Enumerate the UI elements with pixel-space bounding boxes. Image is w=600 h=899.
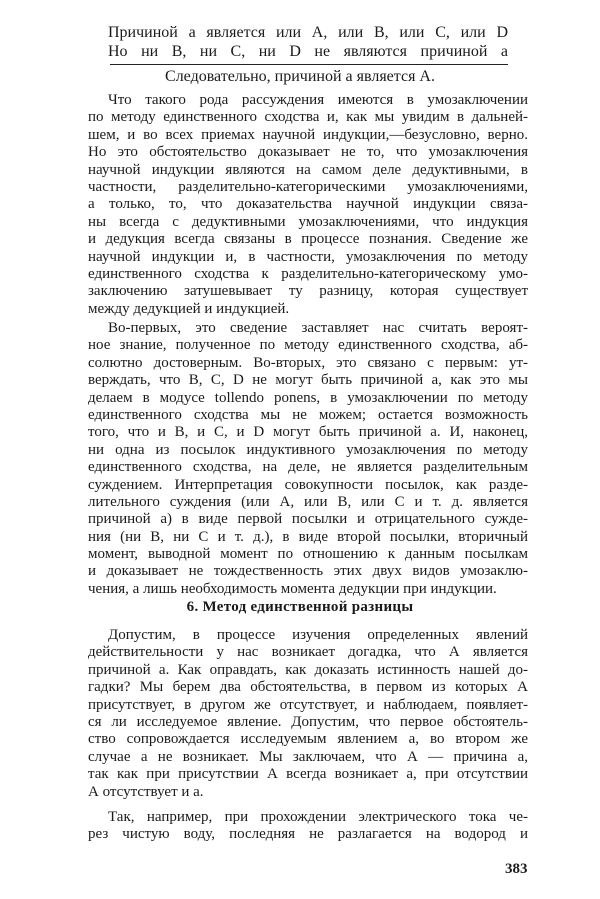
text-line: того, что и В, и С, и D могут быть причиной а. И, наконец,	[88, 424, 528, 441]
text-line: ны всегда с дедуктивными умозаключениями, что индукция	[88, 213, 528, 230]
text-line: научной индукции и, в частности, умозаключения по методу	[88, 248, 528, 265]
text-line: между дедукцией и индукцией.	[88, 300, 290, 317]
text-line: гадки? Мы берем два обстоятельства, в первом из которых А	[88, 679, 528, 696]
text-line: Во-первых, это сведение заставляет нас считать вероят-	[108, 320, 528, 336]
syllogism-conclusion: Следовательно, причиной а является А.	[165, 68, 435, 85]
text-line: суждением. Интерпретация совокупности посылок, как разде-	[88, 476, 528, 493]
text-line: и дедукция всегда связаны в процессе познания. Сведение же	[88, 231, 528, 248]
text-line: частности, разделительно-категорическими умозаключениями,	[88, 178, 528, 195]
syllogism-rule-line	[110, 64, 508, 65]
text-line: причиной а. Как оправдать, как доказать истинность нашей до-	[88, 661, 528, 678]
text-line: единственного сходства мы не можем; остается возможность	[88, 406, 528, 423]
paragraph-4	[88, 809, 528, 844]
text-line: случае а не возникает. Мы заключаем, что А — причина а,	[88, 748, 528, 765]
text-line: момент, выводной момент по отношению к данным посылкам	[88, 546, 528, 563]
text-line: действительности у нас возникает догадка, что А является	[88, 644, 528, 661]
premise-minor: Но ни В, ни С, ни D не являются причиной а	[108, 43, 508, 60]
text-line: солютно достоверным. Во-вторых, это связано с первым: ут-	[88, 354, 528, 371]
page-number: 383	[505, 861, 528, 877]
text-line: ное знание, полученное по методу единственного сходства, аб-	[88, 337, 528, 354]
text-line: лительного суждения (или А, или В, или С и т. д. является	[88, 493, 528, 510]
text-line: и доказывает не тождественность этих двух видов умозаклю-	[88, 563, 528, 580]
text-line: Что такого рода рассуждения имеются в умозаключении	[108, 92, 528, 108]
text-line: ство сопровождается исследуемым явлением а, во втором же	[88, 731, 528, 748]
text-line: по методу единственного сходства и, как мы увидим в дальней-	[88, 109, 528, 126]
text-line: заключению затушевывает ту разницу, которая существует	[88, 283, 528, 300]
text-line: ся ли исследуемое явление. Допустим, что первое обстоятель-	[88, 713, 528, 730]
text-line: так как при присутствии А всегда возникает а, при отсутствии	[88, 766, 528, 783]
text-line: причиной а) в виде первой посылки и отрицательного сужде-	[88, 511, 528, 528]
text-line: единственного сходства, на деле, не является разделительным	[88, 459, 528, 476]
premise-major: Причиной а является или А, или В, или С, или D	[108, 24, 508, 41]
text-line: Так, например, при прохождении электрического тока че-	[108, 809, 528, 825]
paragraph-3	[88, 627, 528, 801]
text-line: рез чистую воду, последняя не разлагается на водород и	[88, 826, 528, 843]
text-line: Но это обстоятельство доказывает не то, что умозаключения	[88, 144, 528, 161]
text-line: ния (ни В, ни С и т. д.), в виде второй посылки, вторичный	[88, 528, 528, 545]
text-line: единственного сходства к разделительно-категорическому умо-	[88, 265, 528, 282]
text-line: шем, и во всех приемах научной индукции,—безусловно, верно.	[88, 126, 528, 143]
section-heading: 6. Метод единственной разницы	[186, 599, 414, 615]
text-line: делаем в модусе tollendo ponens, в умозаключении по методу	[88, 389, 528, 406]
paragraph-2	[88, 320, 528, 598]
syllogism-premises	[108, 23, 508, 61]
text-line: Допустим, в процессе изучения определенных явлений	[108, 627, 528, 643]
text-line: ни одна из посылок индуктивного умозаключения по методу	[88, 441, 528, 458]
text-line: научной индукции являются на самом деле дедуктивными, в	[88, 161, 528, 178]
text-line: верждать, что В, С, D не могут быть причиной а, как это мы	[88, 372, 528, 389]
text-line: а только, то, что доказательства научной индукции связа-	[88, 196, 528, 213]
text-line: присутствует, в другом же отсутствует, и наблюдаем, появляет-	[88, 696, 528, 713]
text-line: чения, а лишь необходимость момента дедукции при индукции.	[88, 580, 497, 597]
paragraph-1	[88, 92, 528, 318]
text-line: А отсутствует и а.	[88, 783, 204, 800]
